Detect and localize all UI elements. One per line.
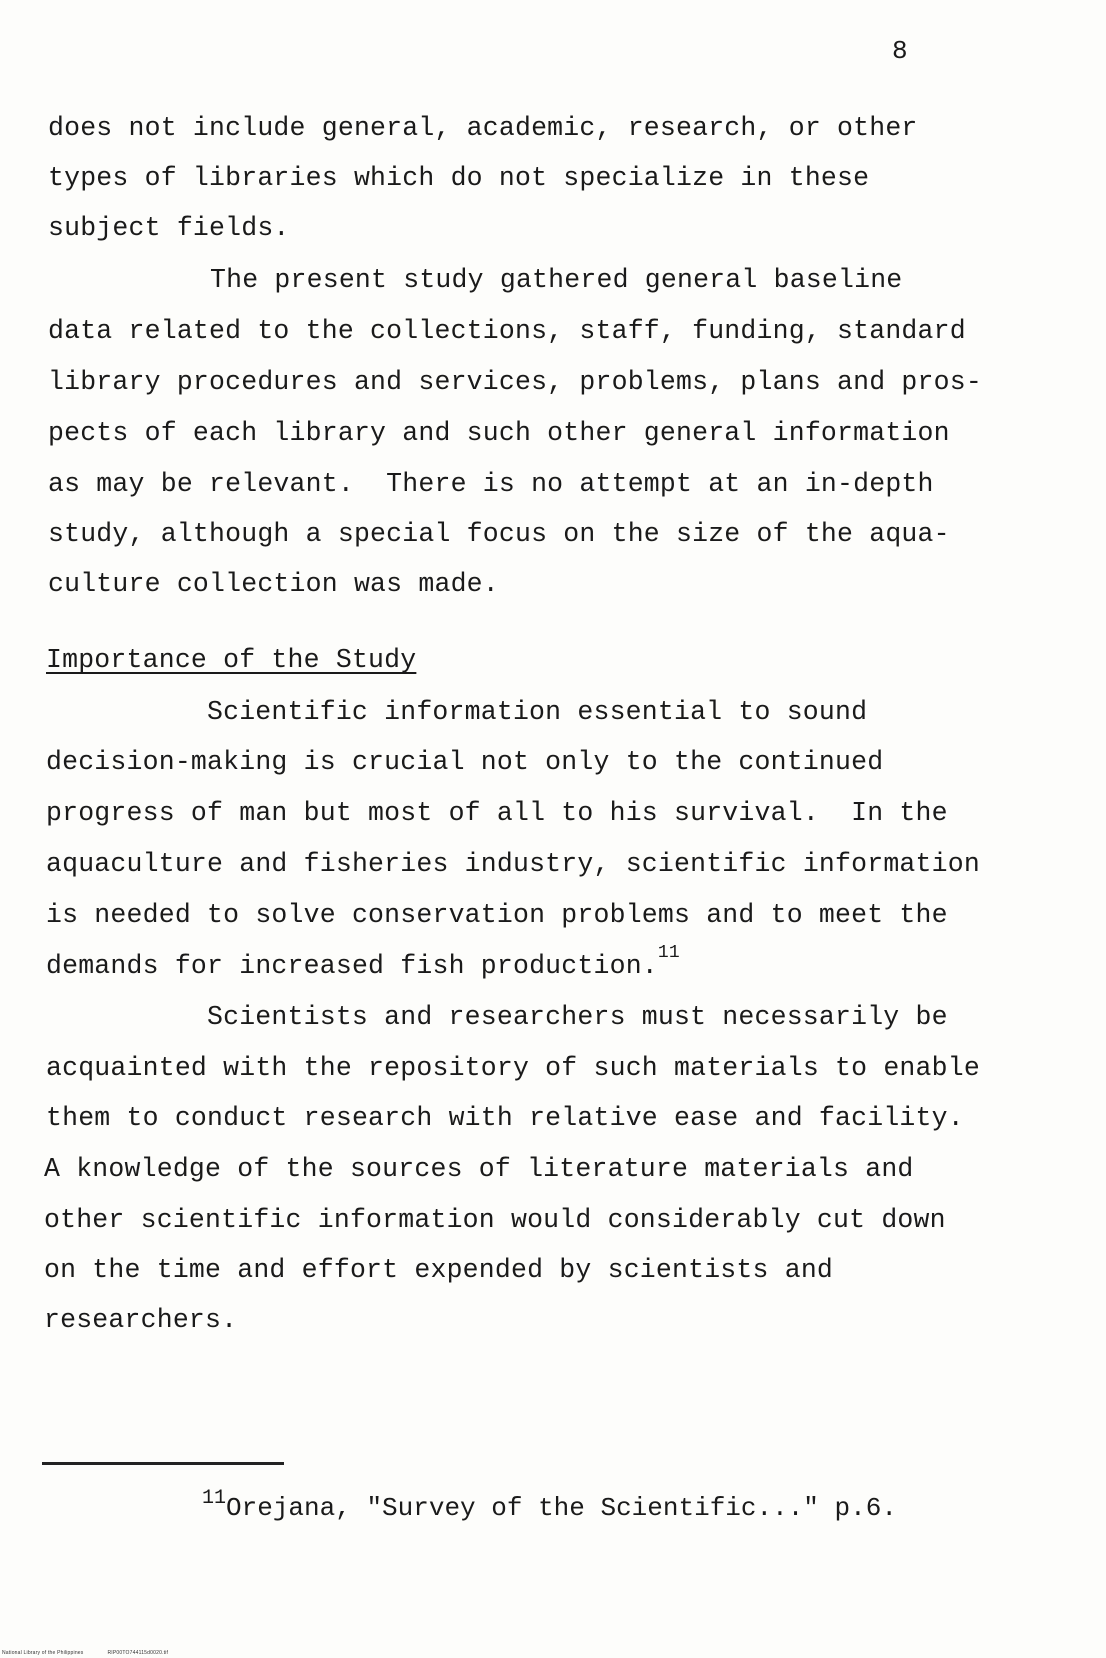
paragraph-line: study, although a special focus on the size of the aqua- xyxy=(48,519,950,549)
footnote-text: Orejana, "Survey of the Scientific..." p.6. xyxy=(226,1493,897,1523)
paragraph-line xyxy=(46,943,680,985)
paragraph-line: data related to the collections, staff, funding, standard xyxy=(48,316,966,346)
scan-footer xyxy=(2,1650,192,1656)
footnote xyxy=(202,1487,897,1527)
paragraph-line: acquainted with the repository of such materials to enable xyxy=(46,1053,980,1083)
paragraph-line: aquaculture and fisheries industry, scientific information xyxy=(46,849,980,879)
paragraph-line: A knowledge of the sources of literature materials and xyxy=(44,1154,914,1184)
paragraph-line: other scientific information would considerably cut down xyxy=(44,1205,946,1235)
footnote-marker: 11 xyxy=(202,1487,227,1510)
paragraph-line: library procedures and services, problems, plans and pros- xyxy=(48,367,982,397)
paragraph-line: culture collection was made. xyxy=(48,569,499,599)
paragraph-line: Scientists and researchers must necessarily be xyxy=(207,1002,948,1032)
paragraph-line: Scientific information essential to sound xyxy=(207,697,868,727)
paragraph-line: pects of each library and such other general information xyxy=(48,418,950,448)
paragraph-line: is needed to solve conservation problems and to meet the xyxy=(46,900,948,930)
section-heading: Importance of the Study xyxy=(46,645,417,675)
paragraph-line: as may be relevant. There is no attempt at an in-depth xyxy=(48,469,934,499)
paragraph-line: them to conduct research with relative ease and facility. xyxy=(46,1103,964,1133)
footnote-reference: 11 xyxy=(657,943,680,963)
paragraph-line: does not include general, academic, research, or other xyxy=(48,113,918,143)
footnote-divider xyxy=(42,1462,284,1465)
paragraph-line: The present study gathered general baseline xyxy=(210,265,903,295)
scan-footer-filename: RIP00TO744115d0020.tif xyxy=(107,1650,169,1656)
paragraph-text: demands for increased fish production. xyxy=(46,951,658,981)
paragraph-line: on the time and effort expended by scientists and xyxy=(44,1255,834,1285)
page-number: 8 xyxy=(892,36,908,66)
paragraph-line: subject fields. xyxy=(48,213,290,243)
paragraph-line: types of libraries which do not specialize in these xyxy=(48,163,870,193)
paragraph-line: decision-making is crucial not only to the continued xyxy=(46,747,884,777)
paragraph-line: progress of man but most of all to his survival. In the xyxy=(46,798,948,828)
paragraph-line: researchers. xyxy=(44,1305,238,1335)
scan-footer-library: National Library of the Philippines xyxy=(2,1650,84,1656)
